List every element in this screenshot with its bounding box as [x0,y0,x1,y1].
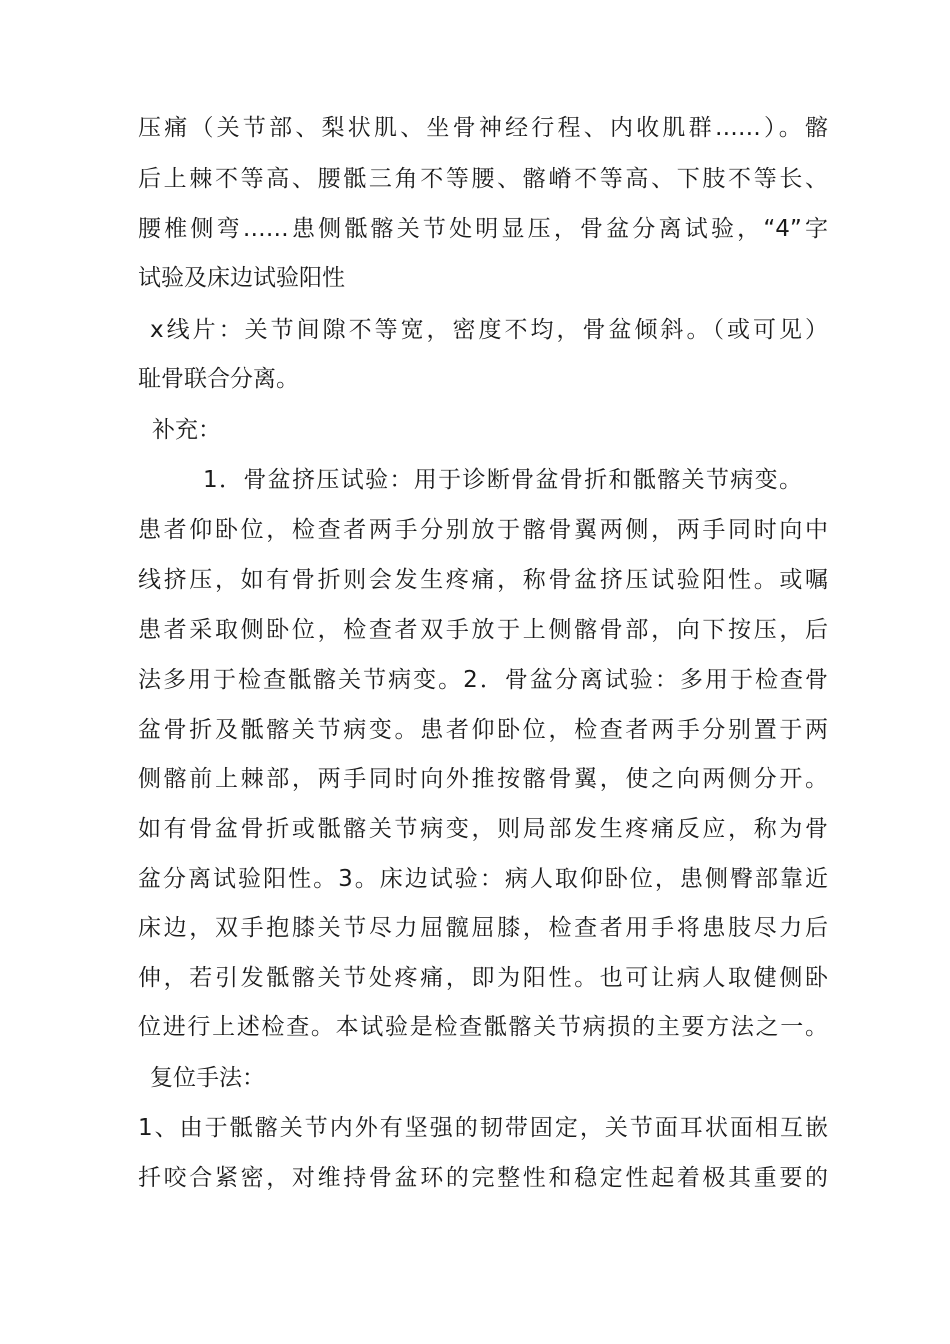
text-line: 盆骨折及骶髂关节病变。患者仰卧位，检查者两手分别置于两 [138,717,828,743]
text-line: 线挤压，如有骨折则会发生疼痛，称骨盆挤压试验阳性。或嘱 [138,567,828,593]
section-heading: 复位手法： [150,1065,265,1091]
text-line: 试验及床边试验阳性 [138,265,345,291]
text-line: 侧髂前上棘部，两手同时向外推按髂骨翼，使之向两侧分开。 [138,766,828,792]
section-heading: 补充： [152,417,221,443]
text-line: 扦咬合紧密，对维持骨盆环的完整性和稳定性起着极其重要的 [138,1165,828,1191]
text-line: 法多用于检查骶髂关节病变。2．骨盆分离试验：多用于检查骨 [138,667,828,693]
text-line: 后上棘不等高、腰骶三角不等腰、髂嵴不等高、下肢不等长、 [138,166,828,192]
text-line: 腰椎侧弯……患侧骶髂关节处明显压，骨盆分离试验，“4”字 [138,216,828,242]
text-line: 位进行上述检查。本试验是检查骶髂关节病损的主要方法之一。 [138,1014,828,1040]
text-line: 伸，若引发骶髂关节处疼痛，即为阳性。也可让病人取健侧卧 [138,965,828,991]
text-line: 患者仰卧位，检查者两手分别放于髂骨翼两侧，两手同时向中 [138,517,828,543]
text-line: 1、由于骶髂关节内外有坚强的韧带固定，关节面耳状面相互嵌 [138,1115,828,1141]
text-line: 盆分离试验阳性。3。床边试验：病人取仰卧位，患侧臀部靠近 [138,866,828,892]
text-line: 耻骨联合分离。 [138,366,299,392]
text-line: 床边，双手抱膝关节尽力屈髋屈膝，检查者用手将患肢尽力后 [138,915,828,941]
text-line: 患者采取侧卧位，检查者双手放于上侧髂骨部，向下按压，后 [138,617,828,643]
text-line: 1．骨盆挤压试验：用于诊断骨盆骨折和骶髂关节病变。 [203,467,802,493]
text-line: 如有骨盆骨折或骶髂关节病变，则局部发生疼痛反应，称为骨 [138,816,828,842]
text-line: x线片：关节间隙不等宽，密度不均，骨盆倾斜。（或可见） [150,317,828,343]
text-line: 压痛（关节部、梨状肌、坐骨神经行程、内收肌群……）。髂 [138,115,828,141]
